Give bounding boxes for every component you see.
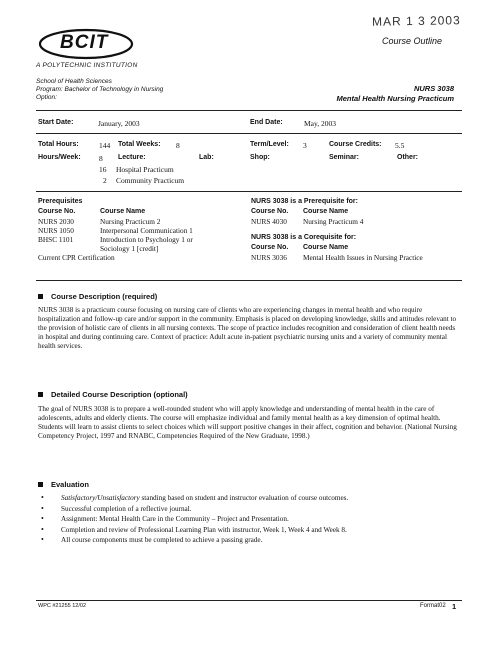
footer-divider — [36, 600, 462, 601]
evaluation-item — [38, 493, 468, 504]
evaluation-item: • All course components must be completed to achieve a passing grade. — [38, 535, 468, 546]
extra-hours-num-2: 2 — [103, 176, 107, 185]
coreq-col-no: Course No. — [251, 244, 289, 251]
page-number: 1 — [452, 602, 457, 611]
start-date-value: January, 2003 — [98, 119, 140, 128]
course-description-title: Course Description (required) — [51, 292, 158, 301]
prereq-col-name: Course Name — [100, 208, 146, 215]
section-bullet-icon — [38, 392, 43, 397]
coreq-name-1: Mental Health Issues in Nursing Practice — [303, 253, 423, 262]
prereq-name-1: Nursing Practicum 2 — [100, 217, 161, 226]
detailed-description-title: Detailed Course Description (optional) — [51, 390, 188, 399]
term-level-label: Term/Level: — [250, 141, 289, 148]
footer-format: Format02 — [420, 603, 446, 609]
tagline: A POLYTECHNIC INSTITUTION — [36, 62, 138, 69]
course-title: Mental Health Nursing Practicum — [336, 94, 454, 103]
program-name: Program: Bachelor of Technology in Nursing — [36, 86, 164, 93]
prereq-no-2: NURS 1050 — [38, 226, 74, 235]
credits-value: 5.5 — [395, 141, 405, 150]
detailed-description-text: The goal of NURS 3038 is to prepare a well-rounded student who will apply knowledge and understanding of mental health in the care of adolescents, adults and elderly clients. The course will emphasize individual and family mental health as a key dimension of optimal health. Students will learn to assist clients to select choices which will support positive changes in their affect, cognition and behavior. (National Nursing Competency Project, 1997 and RNABC, Competencies Required of the New Graduate, 1998.) — [38, 405, 457, 440]
prereq-name-3: Introduction to Psychology 1 or — [100, 235, 193, 244]
header-divider — [36, 110, 462, 111]
other-label: Other: — [397, 154, 418, 161]
extra-hours-text-1: Hospital Practicum — [116, 165, 174, 174]
seminar-label: Seminar: — [329, 154, 359, 161]
prereq-for-block — [251, 197, 466, 262]
extra-hours-text-2: Community Practicum — [116, 176, 185, 185]
section-bullet-icon — [38, 482, 43, 487]
course-description-heading — [38, 292, 157, 301]
prereq-name-4: Sociology 1 [credit] — [100, 244, 159, 253]
hours-week-label: Hours/Week: — [38, 154, 81, 161]
evaluation-item-1-italic: Satisfactory/Unsatisfactory — [61, 494, 140, 502]
course-description-text: NURS 3038 is a practicum course focusing on nursing care of clients who are experiencing changes in mental health and who require hospitalization and follow-up care and/or support in the community. Emphasis is placed on developing knowledge, skills and attitudes relevant to the provision of holistic care of clients in all nursing contexts. The scope of practice includes recognition and consideration of client health needs in hospital and during continuing care. Context of practice: Adult acute in-patient psychiatric nursing units and a variety of community mental health services. — [38, 306, 457, 350]
prereq-name-2: Interpersonal Communication 1 — [100, 226, 193, 235]
extra-hours-num-1: 16 — [99, 165, 107, 174]
end-date-label: End Date: — [250, 119, 283, 126]
lab-label: Lab: — [199, 154, 214, 161]
prereq-extra: Current CPR Certification — [38, 253, 115, 262]
evaluation-list — [38, 493, 468, 546]
lecture-label: Lecture: — [118, 154, 146, 161]
prerequisites-title: Prerequisites — [38, 198, 83, 205]
detailed-description-heading — [38, 390, 188, 399]
prereq-for-no-1: NURS 4030 — [251, 217, 287, 226]
evaluation-item: • Completion and review of Professional Learning Plan with instructor, Week 1, Week 4 and Week 8. — [38, 525, 468, 536]
evaluation-item: • Successful completion of a reflective journal. — [38, 504, 468, 515]
coreq-col-name: Course Name — [303, 244, 349, 251]
prereq-for-col-name: Course Name — [303, 208, 349, 215]
hours-divider — [36, 191, 462, 192]
prereq-for-title: NURS 3038 is a Prerequisite for: — [251, 198, 358, 205]
total-hours-value: 144 — [99, 141, 111, 150]
term-level-value: 3 — [303, 141, 307, 150]
dates-divider — [36, 133, 462, 134]
received-stamp: MAR 1 3 2003 — [371, 13, 461, 29]
logo-text: BCIT — [60, 32, 109, 53]
credits-label: Course Credits: — [329, 141, 382, 148]
school-name: School of Health Sciences — [36, 78, 112, 85]
bcit-logo — [36, 26, 136, 60]
total-weeks-label: Total Weeks: — [118, 141, 161, 148]
evaluation-item-1-rest: standing based on student and instructor evaluation of course outcomes. — [139, 494, 349, 502]
prereq-divider — [36, 280, 462, 281]
prereq-no-3: BHSC 1101 — [38, 235, 74, 244]
hours-week-value: 8 — [99, 154, 103, 163]
prereq-col-no: Course No. — [38, 208, 76, 215]
doc-type: Course Outline — [382, 36, 443, 46]
evaluation-heading — [38, 480, 89, 489]
total-weeks-value: 8 — [176, 141, 180, 150]
prerequisites-block — [38, 197, 243, 262]
footer-left: WPC #21255 12/02 — [38, 603, 87, 609]
option-label: Option: — [36, 94, 57, 101]
shop-label: Shop: — [250, 154, 270, 161]
prereq-no-4 — [38, 244, 100, 253]
evaluation-title: Evaluation — [51, 480, 89, 489]
end-date-value: May, 2003 — [304, 119, 337, 128]
start-date-label: Start Date: — [38, 119, 74, 126]
evaluation-item: • Assignment: Mental Health Care in the Community – Project and Presentation. — [38, 514, 468, 525]
section-bullet-icon — [38, 294, 43, 299]
prereq-for-col-no: Course No. — [251, 208, 289, 215]
coreq-no-1: NURS 3036 — [251, 253, 287, 262]
course-code: NURS 3038 — [413, 84, 454, 93]
prereq-for-name-1: Nursing Practicum 4 — [303, 217, 364, 226]
prereq-no-1: NURS 2030 — [38, 217, 74, 226]
total-hours-label: Total Hours: — [38, 141, 79, 148]
coreq-title: NURS 3038 is a Corequisite for: — [251, 234, 357, 241]
